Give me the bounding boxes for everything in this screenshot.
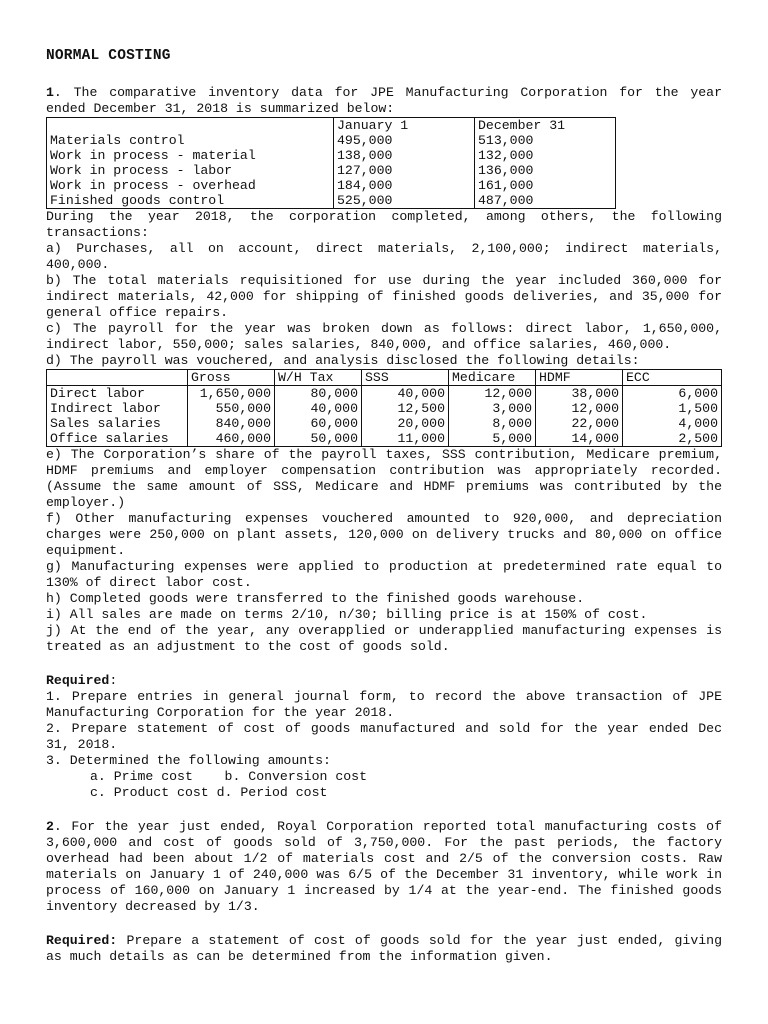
payroll-header-cell: SSS [362, 370, 449, 386]
inventory-cell: Materials control [47, 133, 334, 148]
payroll-cell: 80,000 [275, 386, 362, 402]
problem-1-intro-text: . The comparative inventory data for JPE Manufacturing Corporation for the year ended December 31, 2018 is summarized below: [46, 85, 722, 116]
transaction-b: b) The total materials requisitioned for use during the year included 360,000 for indirect materials, 42,000 for shipping of finished goods deliveries, and 35,000 for general office repairs. [46, 273, 722, 320]
payroll-header-cell: W/H Tax [275, 370, 362, 386]
payroll-cell: 20,000 [362, 416, 449, 431]
problem-2-required-label: Required: [46, 933, 118, 948]
payroll-cell: 550,000 [188, 401, 275, 416]
problem-2-number: 2 [46, 819, 54, 834]
payroll-cell: 50,000 [275, 431, 362, 447]
payroll-row [47, 401, 722, 416]
problem-2-required [46, 933, 722, 965]
transactions-intro: During the year 2018, the corporation completed, among others, the following transactions: [46, 209, 722, 240]
payroll-header-cell: Gross [188, 370, 275, 386]
payroll-cell: 8,000 [449, 416, 536, 431]
payroll-row [47, 386, 722, 402]
problem-1-intro [46, 85, 722, 117]
inventory-cell: 184,000 [334, 178, 475, 193]
inventory-cell: 495,000 [334, 133, 475, 148]
payroll-table [46, 369, 722, 447]
inventory-row [47, 148, 616, 163]
problem-1-number: 1 [46, 85, 54, 100]
payroll-cell: Indirect labor [47, 401, 188, 416]
inventory-cell: 525,000 [334, 193, 475, 209]
inventory-cell: Work in process - material [47, 148, 334, 163]
inventory-cell: 513,000 [475, 133, 616, 148]
payroll-header-cell: HDMF [536, 370, 623, 386]
transaction-h: h) Completed goods were transferred to the finished goods warehouse. [46, 591, 585, 606]
inventory-cell: 487,000 [475, 193, 616, 209]
inventory-cell: 161,000 [475, 178, 616, 193]
required-item-2: 2. Prepare statement of cost of goods manufactured and sold for the year ended Dec 31, 2018. [46, 721, 722, 752]
inventory-header-cell [47, 118, 334, 134]
payroll-cell: 460,000 [188, 431, 275, 447]
payroll-cell: Direct labor [47, 386, 188, 402]
payroll-header-cell: ECC [623, 370, 722, 386]
required-item-1: 1. Prepare entries in general journal form, to record the above transaction of JPE Manufacturing Corporation for the year 2018. [46, 689, 722, 720]
transaction-j: j) At the end of the year, any overapplied or underapplied manufacturing expenses is treated as an adjustment to the cost of goods sold. [46, 623, 722, 654]
transaction-c: c) The payroll for the year was broken down as follows: direct labor, 1,650,000, indirect labor, 550,000; sales salaries, 840,000, and office salaries, 460,000. [46, 321, 722, 352]
inventory-cell: 132,000 [475, 148, 616, 163]
payroll-cell: 22,000 [536, 416, 623, 431]
payroll-cell: 3,000 [449, 401, 536, 416]
inventory-cell: 127,000 [334, 163, 475, 178]
transaction-i: i) All sales are made on terms 2/10, n/30; billing price is at 150% of cost. [46, 607, 648, 622]
inventory-row [47, 133, 616, 148]
problem-2-body: . For the year just ended, Royal Corporation reported total manufacturing costs of 3,600,000 and cost of goods sold of 3,750,000. For the past periods, the factory overhead had been about 1/2 of materials cost and 2/5 of the conversion costs. Raw materials on January 1 of 240,000 was 6/5 of the December 31 inventory, while work in process of 160,000 on January 1 increased by 1/4 at the year-end. The finished goods inventory decreased by 1/3. [46, 819, 722, 914]
payroll-cell: 12,000 [449, 386, 536, 402]
inventory-header-row [47, 118, 616, 134]
payroll-cell: 840,000 [188, 416, 275, 431]
inventory-row [47, 163, 616, 178]
inventory-cell: Work in process - overhead [47, 178, 334, 193]
payroll-cell: 38,000 [536, 386, 623, 402]
payroll-cell: 11,000 [362, 431, 449, 447]
inventory-table [46, 117, 616, 209]
inventory-cell: 138,000 [334, 148, 475, 163]
inventory-cell: 136,000 [475, 163, 616, 178]
payroll-cell: 60,000 [275, 416, 362, 431]
payroll-cell: 2,500 [623, 431, 722, 447]
payroll-cell: Sales salaries [47, 416, 188, 431]
page-title: NORMAL COSTING [46, 48, 171, 64]
payroll-cell: Office salaries [47, 431, 188, 447]
required-heading [46, 673, 722, 689]
payroll-cell: 1,500 [623, 401, 722, 416]
transaction-g: g) Manufacturing expenses were applied to production at predetermined rate equal to 130% of direct labor cost. [46, 559, 722, 590]
transaction-a: a) Purchases, all on account, direct materials, 2,100,000; indirect materials, 400,000. [46, 241, 722, 272]
payroll-cell: 40,000 [362, 386, 449, 402]
payroll-cell: 6,000 [623, 386, 722, 402]
payroll-cell: 5,000 [449, 431, 536, 447]
transaction-f: f) Other manufacturing expenses vouchered amounted to 920,000, and depreciation charges were 250,000 on plant assets, 120,000 on delivery trucks and 80,000 on office equipment. [46, 511, 722, 558]
payroll-header-cell: Medicare [449, 370, 536, 386]
required-colon: : [109, 673, 118, 688]
payroll-header-row [47, 370, 722, 386]
payroll-cell: 1,650,000 [188, 386, 275, 402]
document-content [46, 47, 722, 965]
payroll-header-cell [47, 370, 188, 386]
payroll-row [47, 431, 722, 447]
inventory-header-cell: December 31 [475, 118, 616, 134]
required-item-3: 3. Determined the following amounts: [46, 753, 331, 768]
inventory-row [47, 178, 616, 193]
payroll-cell: 12,500 [362, 401, 449, 416]
payroll-row [47, 416, 722, 431]
required-label: Required [46, 673, 110, 688]
transaction-e: e) The Corporation’s share of the payroll taxes, SSS contribution, Medicare premium, HDMF premiums and employer compensation contribution was appropriately recorded. (Assume the same amount of SSS, Medicare and HDMF premiums was contributed by the employer.) [46, 447, 722, 510]
inventory-header-cell: January 1 [334, 118, 475, 134]
problem-2-required-text: Prepare a statement of cost of goods sold for the year just ended, giving as much details as can be determined from the information given. [46, 933, 722, 964]
problem-2-text [46, 819, 722, 915]
transaction-d: d) The payroll was vouchered, and analysis disclosed the following details: [46, 353, 640, 368]
amounts-line-1: a. Prime cost b. Conversion cost [90, 769, 367, 784]
payroll-cell: 4,000 [623, 416, 722, 431]
inventory-cell: Work in process - labor [47, 163, 334, 178]
inventory-row [47, 193, 616, 209]
inventory-cell: Finished goods control [47, 193, 334, 209]
payroll-cell: 12,000 [536, 401, 623, 416]
payroll-cell: 40,000 [275, 401, 362, 416]
amounts-line-2: c. Product cost d. Period cost [90, 785, 328, 800]
payroll-cell: 14,000 [536, 431, 623, 447]
